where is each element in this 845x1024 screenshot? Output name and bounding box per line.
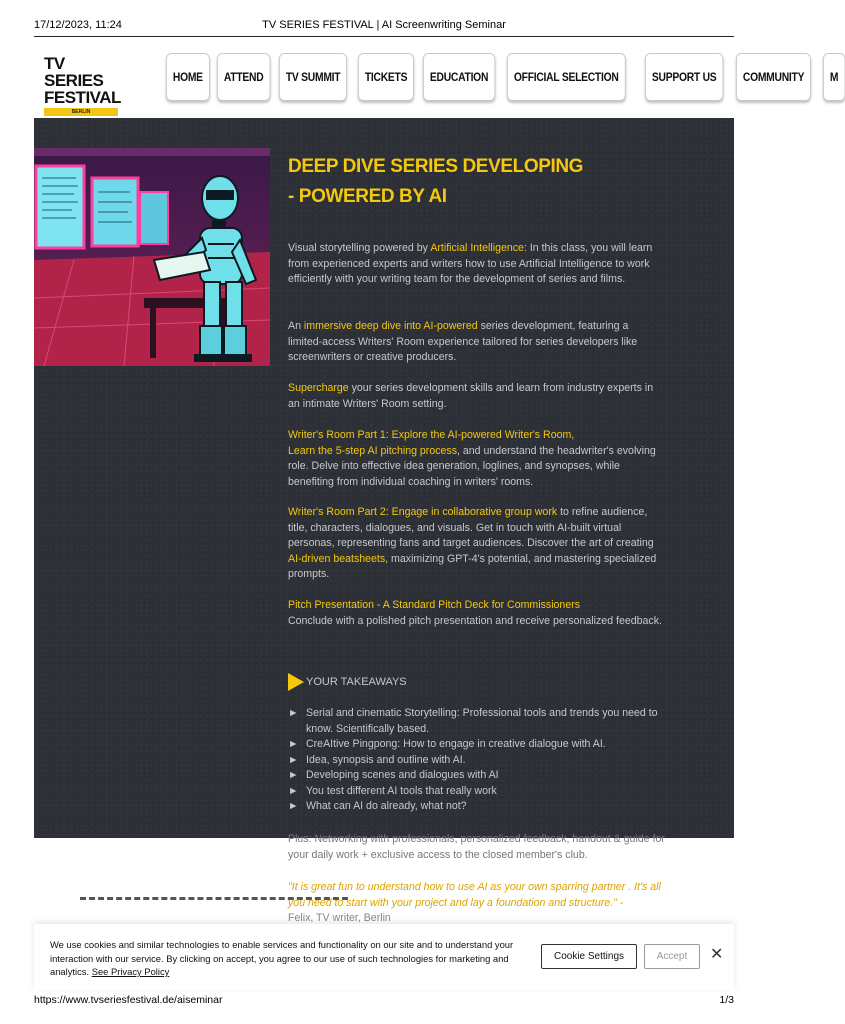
robot-illustration <box>34 148 270 366</box>
site-header <box>34 36 839 118</box>
bullet-arrow-icon: ► <box>288 769 299 781</box>
intro-paragraph: Visual storytelling powered by Artificial Intelligence: In this class, you will learn from experienced experts and writers how to use Artificial Intelligence to work efficiently with your writing team for the development of series and films. <box>288 242 653 285</box>
testimonial-author: Felix, TV writer, Berlin <box>288 912 391 924</box>
page-title-line-2: - POWERED BY AI <box>288 186 447 207</box>
supercharge-paragraph: Supercharge your series development skills and learn from industry experts in an intimate Writers' Room setting. <box>288 382 654 410</box>
deep-dive-paragraph: An immersive deep dive into AI-powered series development, featuring a limited-access Writers' Room experience tailored for series developers like screenwriters or creative producers. <box>288 320 638 363</box>
logo-line-1: TV SERIES <box>44 54 104 90</box>
highlight-text: Artificial Intelligence: <box>430 242 527 254</box>
bullet-arrow-icon: ► <box>288 753 299 766</box>
main-nav <box>166 53 843 101</box>
nav-attend[interactable]: ATTEND <box>217 53 270 101</box>
plus-paragraph: Plus: Networking with professionals, personalized feedback, handout & guide for your daily work + exclusive access to the closed member's club. <box>288 833 665 861</box>
nav-more[interactable]: M <box>823 53 845 101</box>
list-item: ► Serial and cinematic Storytelling: Professional tools and trends you need to know. Scientifically based. <box>288 706 664 737</box>
print-date: 17/12/2023, 11:24 <box>34 19 122 31</box>
privacy-policy-link[interactable]: See Privacy Policy <box>91 966 170 977</box>
print-title: TV SERIES FESTIVAL | AI Screenwriting Seminar <box>262 19 506 31</box>
play-triangle-icon <box>288 673 304 691</box>
list-item: ► What can AI do already, what not? <box>288 799 664 815</box>
highlight-text: Supercharge <box>288 382 349 394</box>
print-url: https://www.tvseriesfestival.de/aiseminar <box>34 994 223 1006</box>
bullet-arrow-icon: ► <box>288 800 299 812</box>
nav-tickets[interactable]: TICKETS <box>358 53 414 101</box>
list-item: ► Developing scenes and dialogues with AI <box>288 768 664 784</box>
festival-logo[interactable] <box>44 55 122 116</box>
highlight-text: Learn the 5-step AI pitching process <box>288 444 458 457</box>
testimonial-quote: "It is great fun to understand how to use AI as your own sparring partner . It's all you need to start with your project and lay a foundation and structure." - Felix, TV writer, Berlin <box>288 881 661 924</box>
writers-room-part-1: Writer's Room Part 1: Explore the AI-powered Writer's Room, Learn the 5-step AI pitching process, and understand the headwriter's evolving role. Delve into effective idea generation, loglines, and synopses, while benefiting from individual coaching in writers' rooms. <box>288 429 656 488</box>
page-title-line-1: DEEP DIVE SERIES DEVELOPING <box>288 156 584 177</box>
print-page-number: 1/3 <box>719 994 734 1006</box>
nav-tv-summit[interactable]: TV SUMMIT <box>279 53 347 101</box>
close-icon[interactable]: ✕ <box>710 946 724 963</box>
list-item: ► CreAItive Pingpong: How to engage in creative dialogue with AI. <box>288 737 664 753</box>
nav-home[interactable]: HOME <box>166 53 210 101</box>
logo-bar: BERLIN <box>44 108 118 116</box>
highlight-text: immersive deep dive into AI-powered <box>303 320 478 332</box>
cookie-text: We use cookies and similar technologies to enable services and functionality on our site and to understand your interaction with our service. By clicking on accept, you agree to our use of such technologies for marketing and analytics. See Privacy Policy <box>50 939 514 977</box>
nav-official-selection[interactable]: OFFICIAL SELECTION <box>507 53 625 101</box>
list-item: ► You test different AI tools that really work <box>288 784 664 800</box>
dashed-divider <box>80 897 348 900</box>
nav-support-us[interactable]: SUPPORT US <box>645 53 723 101</box>
nav-community[interactable]: COMMUNITY <box>736 53 811 101</box>
highlight-text: Pitch Presentation - A Standard Pitch Deck for Commissioners <box>288 599 581 611</box>
print-header <box>0 0 768 34</box>
highlight-text: Writer's Room Part 2: Engage in collaborative group work <box>288 506 558 518</box>
logo-line-2: FESTIVAL <box>44 88 121 107</box>
cookie-banner <box>34 924 734 990</box>
page-title <box>288 152 648 212</box>
nav-education[interactable]: EDUCATION <box>423 53 495 101</box>
writers-room-part-2: Writer's Room Part 2: Engage in collaborative group work to refine audience, title, characters, dialogues, and visuals. Get in touch with AI-built virtual personas, representing fans and target audiences. Discover the art of creating AI-driven beatsheets, maximizing GPT-4's potential, and mastering specialized prompts. <box>288 506 657 580</box>
pitch-presentation-paragraph: Pitch Presentation - A Standard Pitch Deck for Commissioners Conclude with a polished pitch presentation and receive personalized feedback. <box>288 599 662 627</box>
list-item: ► Idea, synopsis and outline with AI. <box>288 753 664 769</box>
robot-writer-image <box>34 148 270 366</box>
bullet-arrow-icon: ► <box>288 707 299 719</box>
main-content <box>34 118 734 838</box>
highlight-text: AI-driven beatsheets <box>288 552 386 565</box>
highlight-text: Writer's Room Part 1: Explore the AI-powered Writer's Room, <box>288 429 575 441</box>
bullet-arrow-icon: ► <box>288 738 299 750</box>
takeaways-heading <box>288 673 407 691</box>
takeaways-title: YOUR TAKEAWAYS <box>306 676 407 688</box>
bullet-arrow-icon: ► <box>288 784 299 797</box>
cookie-settings-button[interactable]: Cookie Settings <box>541 944 637 969</box>
takeaways-list <box>288 706 664 815</box>
cookie-accept-button[interactable]: Accept <box>644 944 700 969</box>
